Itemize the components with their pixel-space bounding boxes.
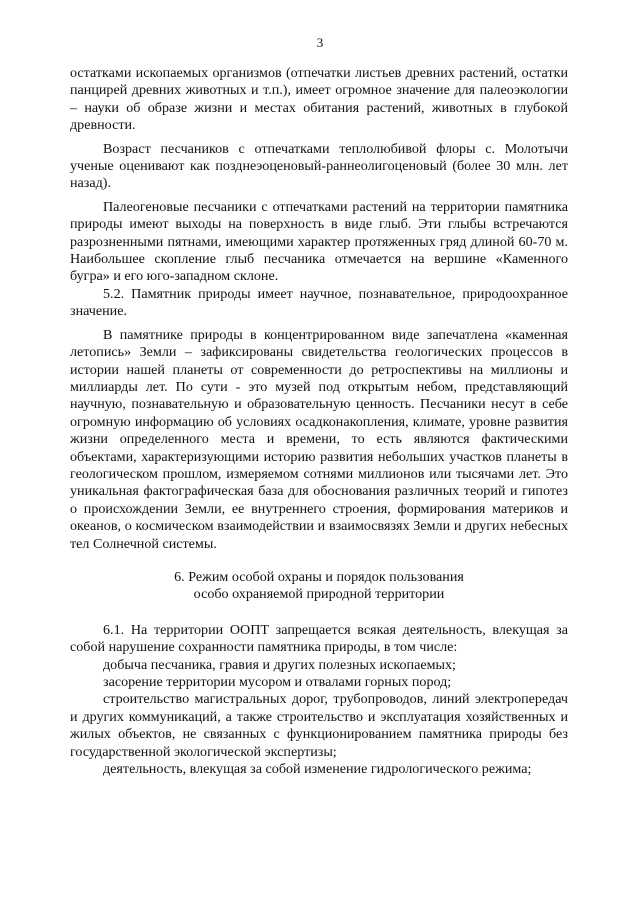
prohibition-item-littering: засорение территории мусором и отвалами горных пород;: [103, 674, 452, 690]
section-6-heading-line2: особо охраняемой природной территории: [193, 586, 445, 603]
paragraph-5-2: 5.2. Памятник природы имеет научное, познавательное, природоохранное значение.: [70, 285, 568, 320]
prohibition-item-mining: добыча песчаника, гравия и других полезных ископаемых;: [103, 656, 456, 673]
section-6-heading: [70, 569, 568, 604]
paragraph-6-1: 6.1. На территории ООПТ запрещается всякая деятельность, влекущая за собой нарушение сохранности памятника природы, в том числе:: [70, 621, 568, 656]
page-number: 3: [316, 35, 324, 50]
prohibition-item-construction: строительство магистральных дорог, трубопроводов, линий электропередач и других коммуникаций, а также строительство и эксплуатация хозяйственных и жилых объектов, не связанных с функционированием памятника природы без государственной экологической экспертизы;: [70, 691, 568, 760]
paragraph-sandstone-age: Возраст песчаников с отпечатками теплолюбивой флоры с. Молотычи ученые оценивают как позднеэоценовый-раннеолигоценовый (более 30 млн. лет назад).: [70, 140, 568, 192]
paragraph-paleogene-sandstones: Палеогеновые песчаники с отпечатками растений на территории памятника природы имеют выходы на поверхность в виде глыб. Эти глыбы встречаются разрозненными пятнами, имеющими характер протяженных гряд длиной 60-70 м. Наибольшее скопление глыб песчаника отмечается на вершине «Каменного бугра» и его юго-западном склоне.: [70, 198, 568, 285]
section-6-heading-line1: 6. Режим особой охраны и порядок пользования: [174, 568, 464, 585]
document-body: [70, 65, 568, 778]
prohibition-item-hydrology: деятельность, влекущая за собой изменение гидрологического режима;: [103, 761, 532, 778]
paragraph-fossil-remains: остатками ископаемых организмов (отпечатки листьев древних растений, остатки панцирей древних животных и т.п.), имеет огромное значение для палеоэкологии – науки об образе жизни и местах обитания растений, животных в глубокой древности.: [70, 65, 568, 134]
paragraph-stone-chronicle: В памятнике природы в концентрированном виде запечатлена «каменная летопись» Земли – зафиксированы свидетельства геологических процессов в истории нашей планеты от современности до ретроспективы на миллионы и миллиарды лет. По сути - это музей под открытым небом, представляющий научную, познавательную и образовательную ценность. Песчаники несут в себе огромную информацию об условиях осадконакопления, климате, уровне развития жизни определенного места и времени, то есть являются фактическими объектами, характеризующими историю развития небольших участков планеты в геологическом прошлом, измеряемом сотнями миллионов или тысячами лет. Это уникальная фактографическая база для обоснования различных теорий и гипотез о происхождении Земли, ее внутреннего строения, формирования материков и океанов, о космическом взаимодействии и взаимосвязях Земли и других небесных тел Солнечной системы.: [70, 326, 568, 552]
